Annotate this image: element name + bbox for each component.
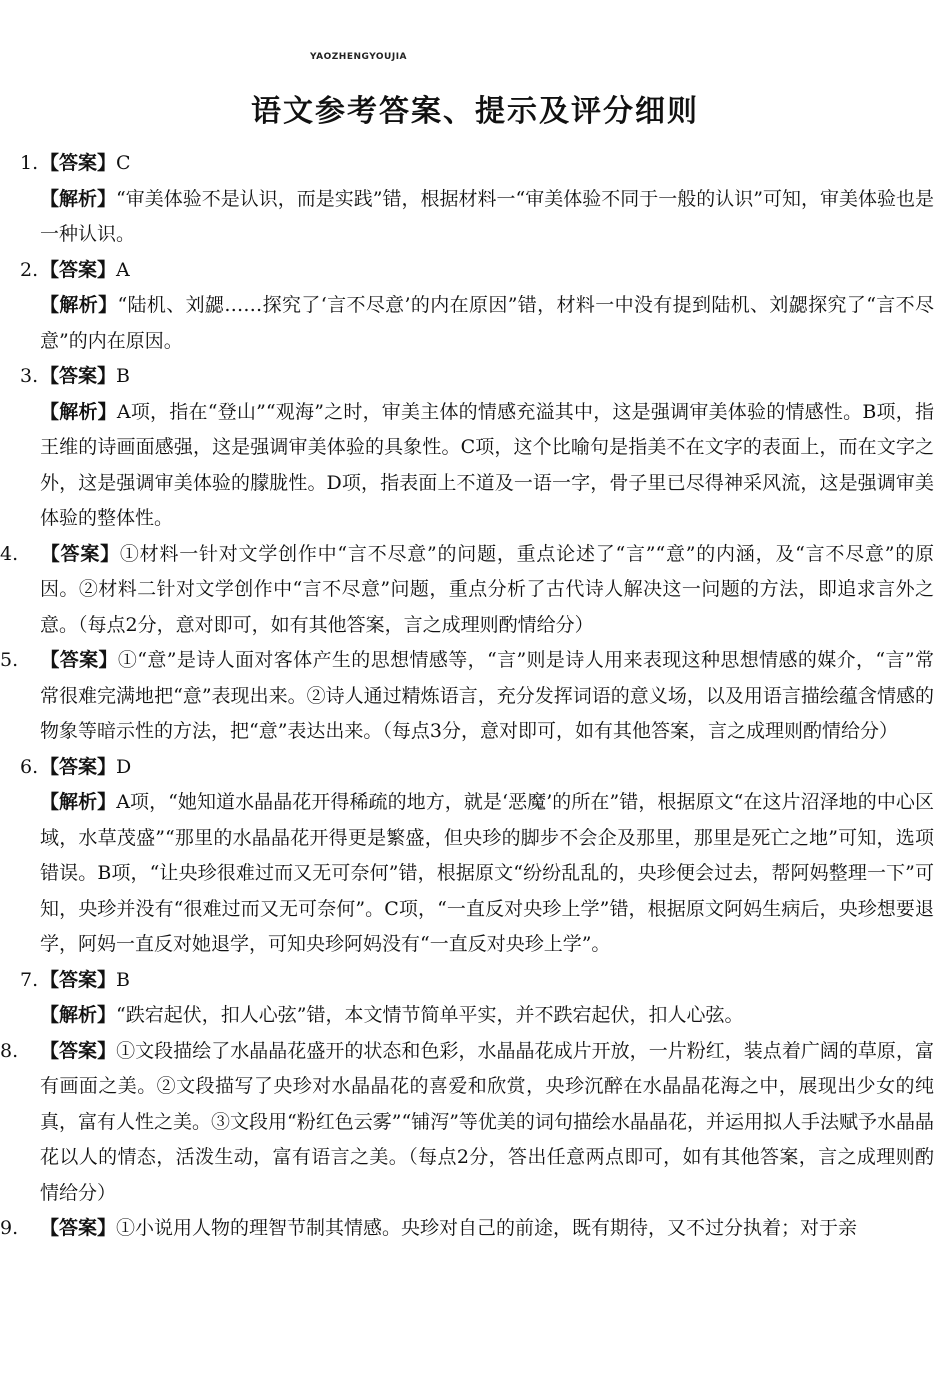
question-3 [20,359,934,537]
answer-text: C [116,152,131,174]
answer-tag: 【答案】 [40,968,117,991]
answer-line [0,537,934,644]
question-number: 8. [0,1039,19,1062]
question-number: 3. [20,365,39,387]
answer-line [20,963,934,999]
question-number: 5. [0,649,19,671]
question-number: 4. [0,542,19,565]
explanation-line [20,998,934,1034]
explanation-line [20,182,934,253]
question-number: 2. [20,258,39,281]
page-title: 语文参考答案、提示及评分细则 [251,94,699,129]
answer-list [0,146,934,1247]
question-6 [20,750,934,963]
question-number: 1. [20,152,39,174]
question-1 [20,146,934,253]
explanation-tag: 【解析】 [40,294,118,316]
explanation-line [20,395,934,537]
answer-text: A [116,258,130,281]
question-number: 6. [20,755,39,778]
explanation-tag: 【解析】 [40,187,117,210]
answer-tag: 【答案】 [40,542,120,565]
answer-tag: 【答案】 [40,649,118,671]
question-4 [0,537,934,644]
explanation-tag: 【解析】 [40,791,117,813]
answer-text: ①“意”是诗人面对客体产生的思想情感等，“言”则是诗人用来表现这种思想情感的媒介，“言”常常很难完满地把“意”表现出来。②诗人通过精炼语言，充分发挥词语的意义场，以及用语言描绘蕴含情感的物象等暗示性的方法，把“意”表达出来。（每点3分，意对即可，如有其他答案，言之成理则酌情给分） [40,649,934,742]
explanation-tag: 【解析】 [40,400,117,423]
question-2 [20,253,934,360]
question-8 [0,1034,934,1212]
answer-text: ①小说用人物的理智节制其情感。央珍对自己的前途，既有期待，又不过分执着；对于亲 [116,1217,858,1239]
answer-tag: 【答案】 [40,258,117,281]
answer-line [20,253,934,289]
answer-text: ①文段描绘了水晶晶花盛开的状态和色彩，水晶晶花成片开放，一片粉红，装点着广阔的草原，富有画面之美。②文段描写了央珍对水晶晶花的喜爱和欣赏，央珍沉醉在水晶晶花海之中，展现出少女的纯真，富有人性之美。③文段用“粉红色云雾”“铺泻”等优美的词句描绘水晶晶花，并运用拟人手法赋予水晶晶花以人的情态，活泼生动，富有语言之美。（每点2分，答出任意两点即可，如有其他答案，言之成理则酌情给分） [40,1039,934,1204]
explanation-text: A项，“她知道水晶晶花开得稀疏的地方，就是‘恶魔’的所在”错，根据原文“在这片沼泽地的中心区域，水草茂盛”“那里的水晶晶花开得更是繁盛，但央珍的脚步不会企及那里，那里是死亡之地”可知，选项错误。B项，“让央珍很难过而又无可奈何”错，根据原文“纷纷乱乱的，央珍便会过去，帮阿妈整理一下”可知，央珍并没有“很难过而又无可奈何”。C项，“一直反对央珍上学”错，根据原文阿妈生病后，央珍想要退学，阿妈一直反对她退学，可知央珍阿妈没有“一直反对央珍上学”。 [40,791,934,955]
explanation-line [20,288,934,359]
question-9 [0,1211,934,1247]
question-number: 9. [0,1217,19,1239]
answer-text: ①材料一针对文学创作中“言不尽意”的问题，重点论述了“言”“意”的内涵，及“言不尽意”的原因。②材料二针对文学创作中“言不尽意”问题，重点分析了古代诗人解决这一问题的方法，即追求言外之意。（每点2分，意对即可，如有其他答案，言之成理则酌情给分） [40,542,934,636]
answer-line [20,750,934,786]
answer-text: B [116,968,130,991]
question-5 [0,643,934,750]
explanation-text: “陆机、刘勰……探究了‘言不尽意’的内在原因”错，材料一中没有提到陆机、刘勰探究了“言不尽意”的内在原因。 [40,294,934,352]
explanation-tag: 【解析】 [40,1004,117,1026]
answer-line [20,359,934,395]
answer-line [20,146,934,182]
question-number: 7. [20,968,39,991]
answer-line [0,1211,934,1247]
answer-line [0,1034,934,1212]
answer-text: D [116,755,132,778]
explanation-text: “跌宕起伏，扣人心弦”错，本文情节简单平实，并不跌宕起伏，扣人心弦。 [116,1004,744,1026]
answer-text: B [116,365,130,387]
answer-line [0,643,934,750]
answer-tag: 【答案】 [40,755,117,778]
question-7 [20,963,934,1034]
explanation-text: A项，指在“登山”“观海”之时，审美主体的情感充溢其中，这是强调审美体验的情感性。B项，指王维的诗画面感强，这是强调审美体验的具象性。C项，这个比喻句是指美不在文字的表面上，而在文字之外，这是强调审美体验的朦胧性。D项，指表面上不道及一语一字，骨子里已尽得神采风流，这是强调审美体验的整体性。 [40,400,934,529]
explanation-text: “审美体验不是认识，而是实践”错，根据材料一“审美体验不同于一般的认识”可知，审美体验也是一种认识。 [40,187,934,245]
answer-tag: 【答案】 [40,152,117,174]
answer-tag: 【答案】 [40,365,117,387]
answer-tag: 【答案】 [40,1039,117,1062]
answer-tag: 【答案】 [40,1217,117,1239]
explanation-line [20,785,934,963]
header-mark: YAOZHENGYOUJIA [310,52,408,62]
